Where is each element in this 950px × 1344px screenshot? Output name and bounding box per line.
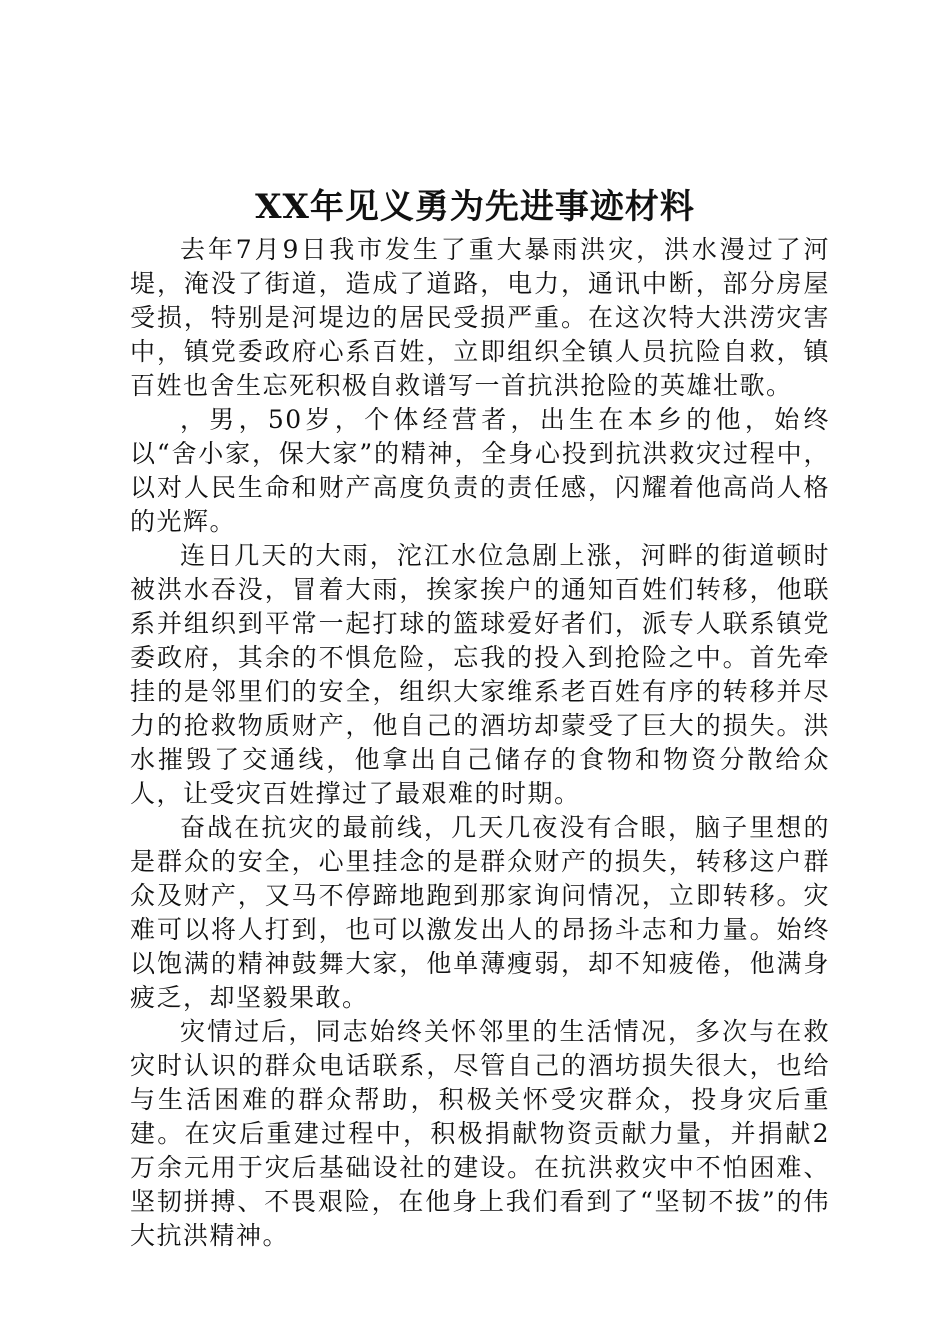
document-title: XX年见义勇为先进事迹材料 bbox=[255, 187, 695, 227]
document-body bbox=[130, 233, 830, 1253]
paragraph-1: 去年7月9日我市发生了重大暴雨洪灾，洪水漫过了河堤，淹没了街道，造成了道路，电力，通讯中断，部分房屋受损，特别是河堤边的居民受损严重。在这次特大洪涝灾害中，镇党委政府心系百姓，立即组织全镇人员抗险自救，镇百姓也舍生忘死积极自救谱写一首抗洪抢险的英雄壮歌。 bbox=[130, 235, 830, 400]
paragraph-3: 连日几天的大雨，沱江水位急剧上涨，河畔的街道顿时被洪水吞没，冒着大雨，挨家挨户的通知百姓们转移，他联系并组织到平常一起打球的篮球爱好者们，派专人联系镇党委政府，其余的不惧危险，忘我的投入到抢险之中。首先牵挂的是邻里们的安全，组织大家维系老百姓有序的转移并尽力的抢救物质财产，他自己的酒坊却蒙受了巨大的损失。洪水摧毁了交通线，他拿出自己储存的食物和物资分散给众人，让受灾百姓撑过了最艰难的时期。 bbox=[130, 541, 830, 808]
paragraph-2: ，男，50岁，个体经营者，出生在本乡的他，始终以“舍小家，保大家”的精神，全身心投到抗洪救灾过程中，以对人民生命和财产高度负责的责任感，闪耀着他高尚人格的光辉。 bbox=[130, 405, 830, 536]
paragraph-4: 奋战在抗灾的最前线，几天几夜没有合眼，脑子里想的是群众的安全，心里挂念的是群众财产的损失，转移这户群众及财产，又马不停蹄地跑到那家询问情况，立即转移。灾难可以将人打到，也可以激发出人的昂扬斗志和力量。始终以饱满的精神鼓舞大家，他单薄瘦弱，却不知疲倦，他满身疲乏，却坚毅果敢。 bbox=[130, 813, 830, 1012]
paragraph-5: 灾情过后，同志始终关怀邻里的生活情况，多次与在救灾时认识的群众电话联系，尽管自己的酒坊损失很大，也给与生活困难的群众帮助，积极关怀受灾群众，投身灾后重建。在灾后重建过程中，积极捐献物资贡献力量，并捐献2万余元用于灾后基础设社的建设。在抗洪救灾中不怕困难、坚韧拼搏、不畏艰险，在他身上我们看到了“坚韧不拔”的伟大抗洪精神。 bbox=[130, 1017, 830, 1250]
